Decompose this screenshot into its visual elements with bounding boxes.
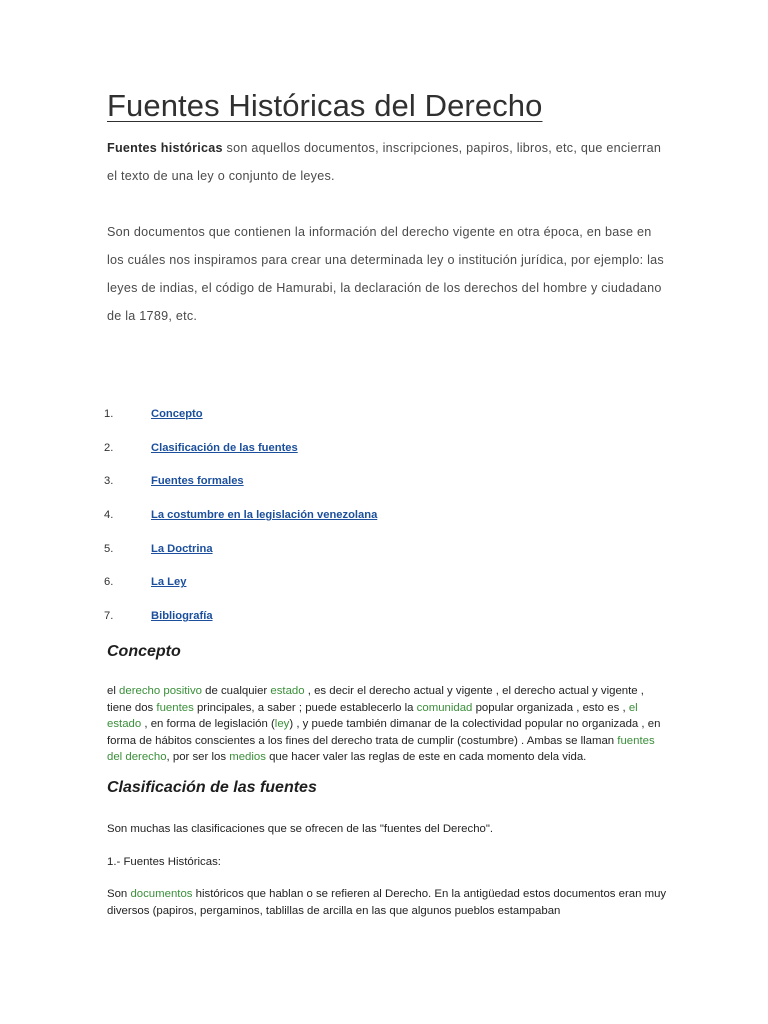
toc-link-clasificacion[interactable]: Clasificación de las fuentes	[151, 441, 298, 454]
text-run: , en forma de legislación (	[141, 718, 275, 731]
intro-text: son aquellos documentos, inscripciones, papiros, libros, etc, que encierran el texto de una ley o conjunto de leyes.	[107, 141, 662, 183]
toc-number: 1.	[104, 408, 114, 420]
text-run: que hacer valer las reglas de este en cada momento dela vida.	[265, 751, 587, 764]
intro-bold-term: Fuentes históricas	[107, 141, 223, 155]
link-ley[interactable]: ley	[274, 718, 290, 731]
link-el-estado[interactable]: el estado	[107, 701, 638, 731]
intro-paragraph-2: Son documentos que contienen la información del derecho vigente en otra época, en base en los cuáles nos inspiramos para crear una determinada ley o institución jurídica, por ejemplo: las leyes de indias, el código de Hamurabi, la declaración de los derechos del hombre y ciudadano de la 1789, etc.	[107, 225, 664, 323]
toc-link-doctrina[interactable]: La Doctrina	[151, 542, 213, 555]
link-estado[interactable]: estado	[270, 685, 305, 697]
clasificacion-paragraph-2	[107, 886, 667, 919]
text-run: ) , y puede también dimanar de la colectividad popular no organizada , en forma de hábitos conscientes a los fines del derecho trata de cumplir (costumbre) . Ambas se llaman	[107, 718, 661, 747]
text-run: el	[107, 685, 120, 697]
link-fuentes-del-derecho[interactable]: fuentes del derecho	[107, 734, 655, 764]
toc-link-ley[interactable]: La Ley	[151, 576, 187, 589]
link-documentos[interactable]: documentos	[130, 888, 193, 900]
toc-link-bibliografia[interactable]: Bibliografía	[151, 610, 213, 623]
toc-link-fuentes-formales[interactable]: Fuentes formales	[151, 475, 244, 488]
text-run: popular organizada , esto es ,	[472, 701, 629, 714]
section-heading-concepto: Concepto	[107, 643, 181, 660]
section-heading-clasificacion: Clasificación de las fuentes	[107, 779, 317, 796]
toc-link-costumbre[interactable]: La costumbre en la legislación venezolana	[151, 509, 378, 522]
toc-link-concepto[interactable]: Concepto	[151, 408, 203, 420]
text-run: de cualquier	[201, 685, 271, 697]
text-run: Son	[107, 888, 131, 900]
intro-paragraph-1	[107, 134, 667, 190]
page-title: Fuentes Históricas del Derecho	[107, 88, 543, 123]
link-comunidad[interactable]: comunidad	[416, 701, 473, 714]
clasificacion-paragraph-1: Son muchas las clasificaciones que se ofrecen de las "fuentes del Derecho".	[107, 823, 494, 835]
text-run: , por ser los	[166, 751, 230, 764]
link-fuentes[interactable]: fuentes	[156, 701, 194, 714]
toc-number: 5.	[104, 542, 114, 555]
text-run: históricos que hablan o se refieren al Derecho. En la antigüedad estos documentos eran muy diversos (papiros, pergaminos, tablillas de arcilla en las que algunos pueblos estampaban	[107, 888, 667, 917]
clasificacion-subheading: 1.- Fuentes Históricas:	[107, 856, 221, 868]
concepto-paragraph	[107, 683, 667, 766]
text-run: , es decir el derecho actual y vigente , el derecho actual y vigente , tiene dos	[107, 685, 644, 714]
toc-number: 2.	[104, 441, 114, 454]
text-run: principales, a saber ; puede establecerlo la	[193, 701, 417, 714]
toc-number: 6.	[104, 576, 114, 589]
toc-number: 4.	[104, 509, 114, 522]
link-derecho-positivo[interactable]: derecho positivo	[119, 685, 202, 697]
link-medios[interactable]: medios	[229, 751, 266, 764]
toc-number: 7.	[104, 610, 114, 623]
toc-number: 3.	[104, 475, 114, 488]
